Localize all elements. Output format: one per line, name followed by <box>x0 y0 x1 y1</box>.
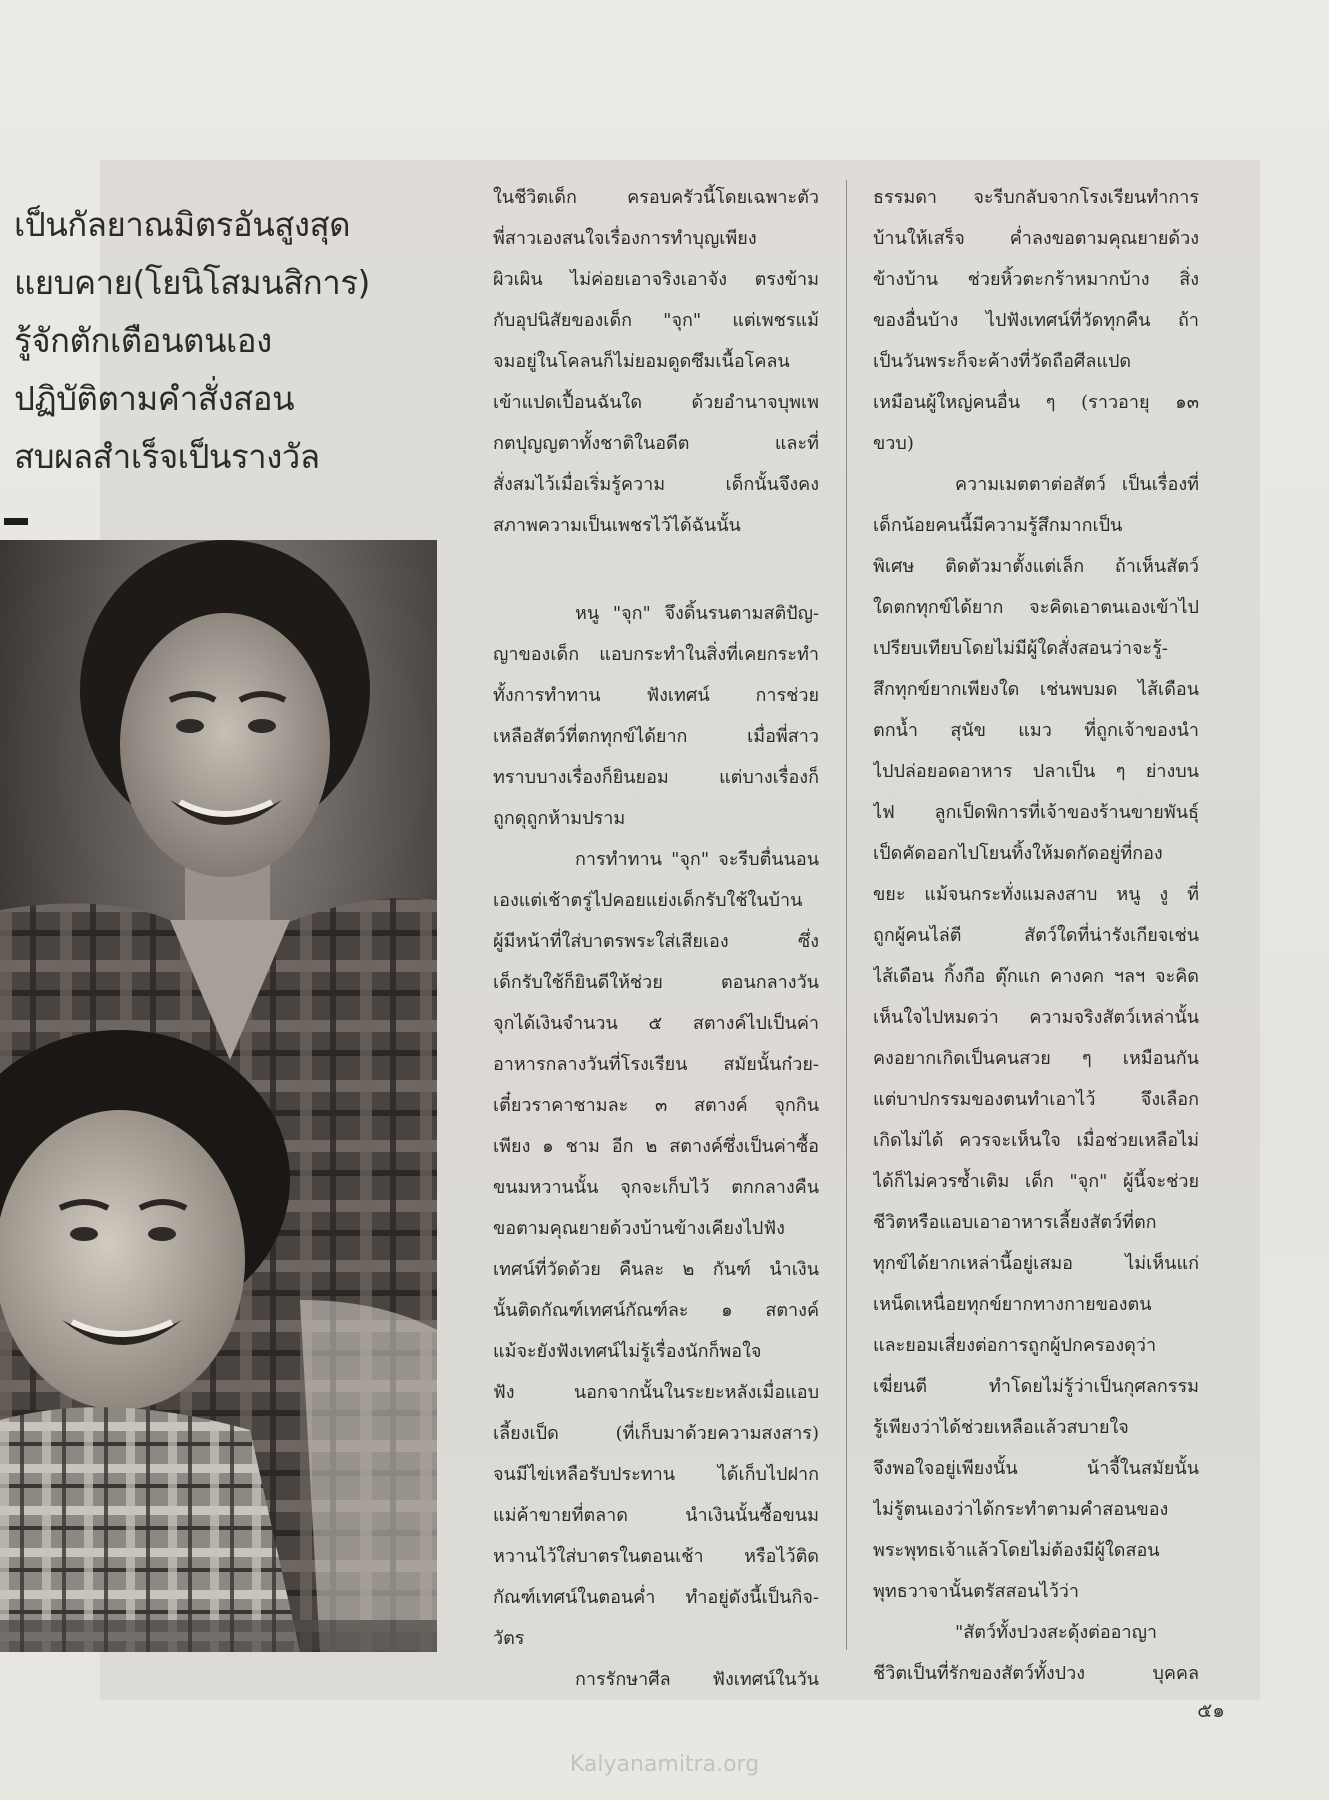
text-line: คงอยากเกิดเป็นคนสวย ๆ เหมือนกัน <box>873 1048 1199 1069</box>
text-line: ข้างบ้าน ช่วยหิ้วตะกร้าหมากบ้าง สิ่ง <box>873 269 1199 290</box>
text-line: ในชีวิตเด็ก ครอบครัวนี้โดยเฉพาะตัว <box>493 187 819 208</box>
text-line: เหน็ดเหนื่อยทุกข์ยากทางกายของตน <box>873 1294 1152 1315</box>
text-line: ทราบบางเรื่องก็ยินยอม แต่บางเรื่องก็ <box>493 767 819 788</box>
text-line: เห็นใจไปหมดว่า ความจริงสัตว์เหล่านั้น <box>873 1007 1199 1028</box>
text-line: ขอตามคุณยายด้วงบ้านข้างเคียงไปฟัง <box>493 1218 785 1239</box>
text-line: จุกได้เงินจำนวน ๕ สตางค์ไปเป็นค่า <box>493 1013 819 1034</box>
text-line: พี่สาวเองสนใจเรื่องการทำบุญเพียง <box>493 228 757 249</box>
text-line: สภาพความเป็นเพชรไว้ได้ฉันนั้น <box>493 515 741 536</box>
text-line: ฟัง นอกจากนั้นในระยะหลังเมื่อแอบ <box>493 1382 819 1403</box>
text-line: ความเมตตาต่อสัตว์ เป็นเรื่องที่ <box>955 474 1199 495</box>
text-line: "สัตว์ทั้งปวงสะดุ้งต่ออาญา <box>955 1622 1158 1643</box>
portrait-photo <box>0 540 437 1652</box>
text-line: กตปุญญตาทั้งชาติในอดีต และที่ <box>493 433 819 454</box>
text-line: แต่บาปกรรมของตนทำเอาไว้ จึงเลือก <box>873 1089 1199 1110</box>
body-column-left <box>493 177 819 1700</box>
page-number: ๕๑ <box>1197 1698 1225 1722</box>
headline-line: แยบคาย(โยนิโสมนสิการ) <box>14 263 370 302</box>
text-line: การรักษาศีล ฟังเทศน์ในวัน <box>575 1669 819 1690</box>
text-line: ไปปล่อยอดอาหาร ปลาเป็น ๆ ย่างบน <box>873 761 1199 782</box>
text-line: เป็ดคัดออกไปโยนทิ้งให้มดกัดอยู่ที่กอง <box>873 843 1163 864</box>
text-line: เปรียบเทียบโดยไม่มีผู้ใดสั่งสอนว่าจะรู้- <box>873 638 1168 659</box>
text-line: ของอื่นบ้าง ไปฟังเทศน์ที่วัดทุกคืน ถ้า <box>873 310 1199 331</box>
text-line: เข้าแปดเปื้อนฉันใด ด้วยอำนาจบุพเพ <box>493 392 819 413</box>
headline <box>14 196 434 486</box>
text-line: ผู้มีหน้าที่ใส่บาตรพระใส่เสียเอง ซึ่ง <box>493 931 819 952</box>
headline-line: เป็นกัลยาณมิตรอันสูงสุด <box>14 205 351 244</box>
text-line: ทั้งการทำทาน ฟังเทศน์ การช่วย <box>493 685 819 706</box>
text-line: ธรรมดา จะรีบกลับจากโรงเรียนทำการ <box>873 187 1199 208</box>
text-line: ขนมหวานนั้น จุกจะเก็บไว้ ตกกลางคืน <box>493 1177 819 1198</box>
text-line: ชีวิตเป็นที่รักของสัตว์ทั้งปวง บุคคล <box>873 1663 1199 1684</box>
text-line: วัตร <box>493 1628 525 1649</box>
text-line: เตี๋ยวราคาชามละ ๓ สตางค์ จุกกิน <box>493 1095 819 1116</box>
text-line: เป็นวันพระก็จะค้างที่วัดถือศีลแปด <box>873 351 1132 372</box>
text-line: บ้านให้เสร็จ ค่ำลงขอตามคุณยายด้วง <box>873 228 1199 249</box>
headline-line: รู้จักตักเตือนตนเอง <box>14 321 272 360</box>
text-line: ญาของเด็ก แอบกระทำในสิ่งที่เคยกระทำ <box>493 644 819 665</box>
text-line: แม่ค้าขายที่ตลาด นำเงินนั้นซื้อขนม <box>493 1505 819 1526</box>
text-line: ถูกดุถูกห้ามปราม <box>493 808 626 829</box>
text-line: อาหารกลางวันที่โรงเรียน สมัยนั้นก๋วย- <box>493 1054 819 1075</box>
text-line: เหมือนผู้ใหญ่คนอื่น ๆ (ราวอายุ ๑๓ <box>873 392 1199 413</box>
text-line: พิเศษ ติดตัวมาตั้งแต่เล็ก ถ้าเห็นสัตว์ <box>873 556 1199 577</box>
text-line: สึกทุกข์ยากเพียงใด เช่นพบมด ไส้เดือน <box>873 679 1199 700</box>
text-line: การทำทาน "จุก" จะรีบตื่นนอน <box>575 849 819 870</box>
watermark: Kalyanamitra.org <box>569 1752 760 1777</box>
text-line: เองแต่เช้าตรู่ไปคอยแย่งเด็กรับใช้ในบ้าน <box>493 890 803 911</box>
text-line: เทศน์ที่วัดด้วย คืนละ ๒ กันฑ์ นำเงิน <box>493 1259 819 1280</box>
text-line: เด็กน้อยคนนี้มีความรู้สึกมากเป็น <box>873 515 1123 536</box>
text-line: จมอยู่ในโคลนก็ไม่ยอมดูดซึมเนื้อโคลน <box>493 351 790 372</box>
text-line: ตกน้ำ สุนัข แมว ที่ถูกเจ้าของนำ <box>873 720 1199 741</box>
text-line: ไม่รู้ตนเองว่าได้กระทำตามคำสอนของ <box>873 1499 1169 1520</box>
text-line: รู้เพียงว่าได้ช่วยเหลือแล้วสบายใจ <box>873 1417 1129 1438</box>
text-line: ขยะ แม้จนกระทั่งแมลงสาบ หนู งู ที่ <box>873 884 1199 905</box>
text-line: เกิดไม่ได้ ควรจะเห็นใจ เมื่อช่วยเหลือไม่ <box>873 1130 1199 1151</box>
text-line: เฆี่ยนตี ทำโดยไม่รู้ว่าเป็นกุศลกรรม <box>873 1376 1199 1397</box>
text-line: หนู "จุก" จึงดิ้นรนตามสติปัญ- <box>575 603 819 624</box>
text-line: ขวบ) <box>873 433 914 454</box>
text-line: ไส้เดือน กิ้งกือ ตุ๊กแก คางคก ฯลฯ จะคิด <box>873 966 1199 987</box>
text-line: ทุกข์ได้ยากเหล่านี้อยู่เสมอ ไม่เห็นแก่ <box>873 1253 1199 1274</box>
text-line: จึงพอใจอยู่เพียงนั้น น้าจี้ในสมัยนั้น <box>873 1458 1199 1479</box>
text-line: ชีวิตหรือแอบเอาอาหารเลี้ยงสัตว์ที่ตก <box>873 1212 1157 1233</box>
text-line: เหลือสัตว์ที่ตกทุกข์ได้ยาก เมื่อพี่สาว <box>493 726 819 747</box>
text-line: กับอุปนิสัยของเด็ก "จุก" แต่เพชรแม้ <box>493 310 819 331</box>
text-line: ถูกผู้คนไล่ตี สัตว์ใดที่น่ารังเกียจเช่น <box>873 925 1199 946</box>
text-line: ไฟ ลูกเป็ดพิการที่เจ้าของร้านขายพันธุ์ <box>873 802 1199 823</box>
text-line: ได้ก็ไม่ควรซ้ำเติม เด็ก "จุก" ผู้นี้จะช่วย <box>873 1171 1199 1192</box>
text-line: หวานไว้ใส่บาตรในตอนเช้า หรือไว้ติด <box>493 1546 819 1567</box>
column-divider <box>846 180 847 1650</box>
body-column-right <box>873 177 1199 1694</box>
text-line: นั้นติดกัณฑ์เทศน์กัณฑ์ละ ๑ สตางค์ <box>493 1300 819 1321</box>
text-line: แม้จะยังฟังเทศน์ไม่รู้เรื่องนักก็พอใจ <box>493 1341 762 1362</box>
text-line: เลี้ยงเป็ด (ที่เก็บมาด้วยความสงสาร) <box>493 1423 819 1444</box>
text-line: ผิวเผิน ไม่ค่อยเอาจริงเอาจัง ตรงข้าม <box>493 269 819 290</box>
text-line: และยอมเสี่ยงต่อการถูกผู้ปกครองดุว่า <box>873 1335 1157 1356</box>
headline-line: สบผลสำเร็จเป็นรางวัล <box>14 437 320 476</box>
text-line: เด็กรับใช้ก็ยินดีให้ช่วย ตอนกลางวัน <box>493 972 819 993</box>
text-line: พุทธวาจานั้นตรัสสอนไว้ว่า <box>873 1581 1080 1602</box>
text-line: สั่งสมไว้เมื่อเริ่มรู้ความ เด็กนั้นจึงคง <box>493 474 819 495</box>
text-line: เพียง ๑ ชาม อีก ๒ สตางค์ซึ่งเป็นค่าซื้อ <box>493 1136 819 1157</box>
text-line: กัณฑ์เทศน์ในตอนค่ำ ทำอยู่ดังนี้เป็นกิจ- <box>493 1587 819 1608</box>
text-line: จนมีไข่เหลือรับประทาน ได้เก็บไปฝาก <box>493 1464 819 1485</box>
text-line: ใดตกทุกข์ได้ยาก จะคิดเอาตนเองเข้าไป <box>873 597 1199 618</box>
paragraph-gap <box>493 546 819 593</box>
title-rule <box>4 518 28 525</box>
headline-line: ปฏิบัติตามคำสั่งสอน <box>14 379 295 418</box>
text-line: พระพุทธเจ้าแล้วโดยไม่ต้องมีผู้ใดสอน <box>873 1540 1160 1561</box>
